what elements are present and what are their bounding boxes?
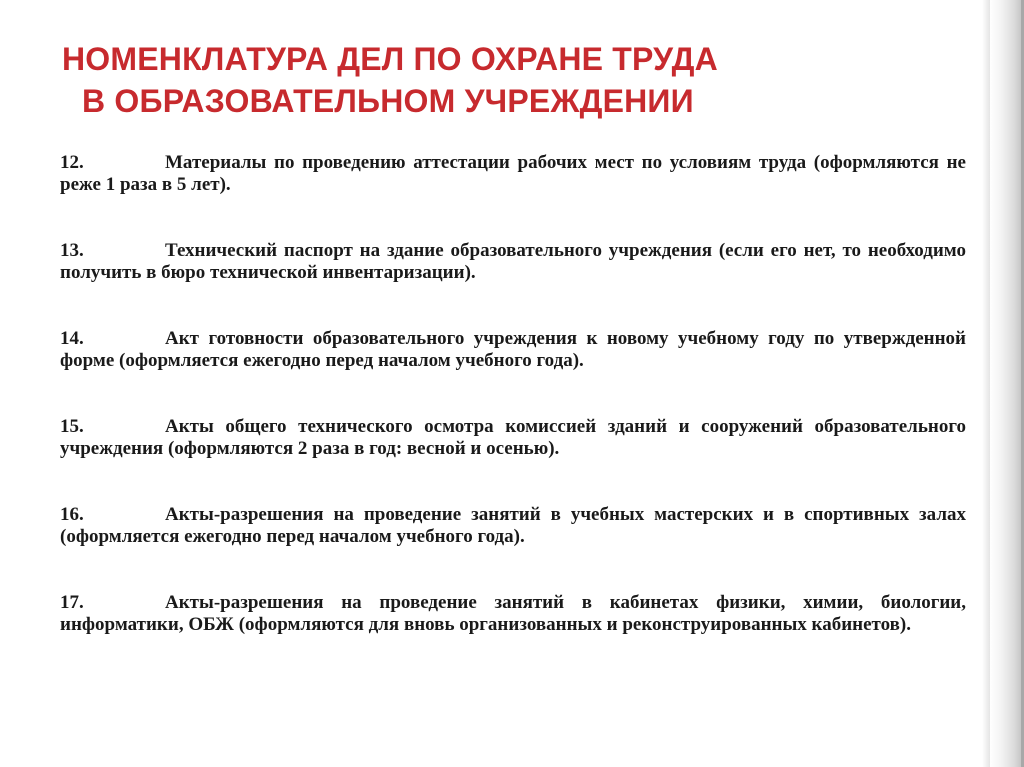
list-item-13 bbox=[60, 240, 966, 284]
list-item-16 bbox=[60, 504, 966, 548]
list-item-17 bbox=[60, 592, 966, 636]
list-item-15 bbox=[60, 416, 966, 460]
list-item-12 bbox=[60, 152, 966, 196]
list-item-number: 15. bbox=[60, 416, 84, 437]
document-list bbox=[60, 152, 966, 680]
list-item-number: 16. bbox=[60, 504, 84, 525]
list-item-number: 12. bbox=[60, 152, 84, 173]
list-item-number: 13. bbox=[60, 240, 84, 261]
list-item-text: Акты общего технического осмотра комиссией зданий и сооружений образовательного учреждения (оформляются 2 раза в год: весной и осенью). bbox=[60, 416, 966, 459]
page-fold-shadow bbox=[982, 0, 990, 767]
list-item-text: Акт готовности образовательного учреждения к новому учебному году по утвержденной форме (оформляется ежегодно перед началом учебного года). bbox=[60, 328, 966, 371]
list-item-text: Технический паспорт на здание образовательного учреждения (если его нет, то необходимо получить в бюро технической инвентаризации). bbox=[60, 240, 966, 283]
page-fold-decoration bbox=[990, 0, 1024, 767]
slide-title bbox=[62, 38, 962, 122]
slide-title-line-2: В ОБРАЗОВАТЕЛЬНОМ УЧРЕЖДЕНИИ bbox=[82, 83, 694, 119]
list-item-text: Акты-разрешения на проведение занятий в учебных мастерских и в спортивных залах (оформляется ежегодно перед началом учебного года). bbox=[60, 504, 966, 547]
list-item-text: Акты-разрешения на проведение занятий в кабинетах физики, химии, биологии, информатики, ОБЖ (оформляются для вновь организованных и реконструированных кабинетов). bbox=[60, 592, 966, 635]
list-item-number: 17. bbox=[60, 592, 84, 613]
slide-title-line-1: НОМЕНКЛАТУРА ДЕЛ ПО ОХРАНЕ ТРУДА bbox=[62, 41, 718, 77]
list-item-text: Материалы по проведению аттестации рабочих мест по условиям труда (оформляются не реже 1 раза в 5 лет). bbox=[60, 152, 966, 195]
list-item-number: 14. bbox=[60, 328, 84, 349]
list-item-14 bbox=[60, 328, 966, 372]
